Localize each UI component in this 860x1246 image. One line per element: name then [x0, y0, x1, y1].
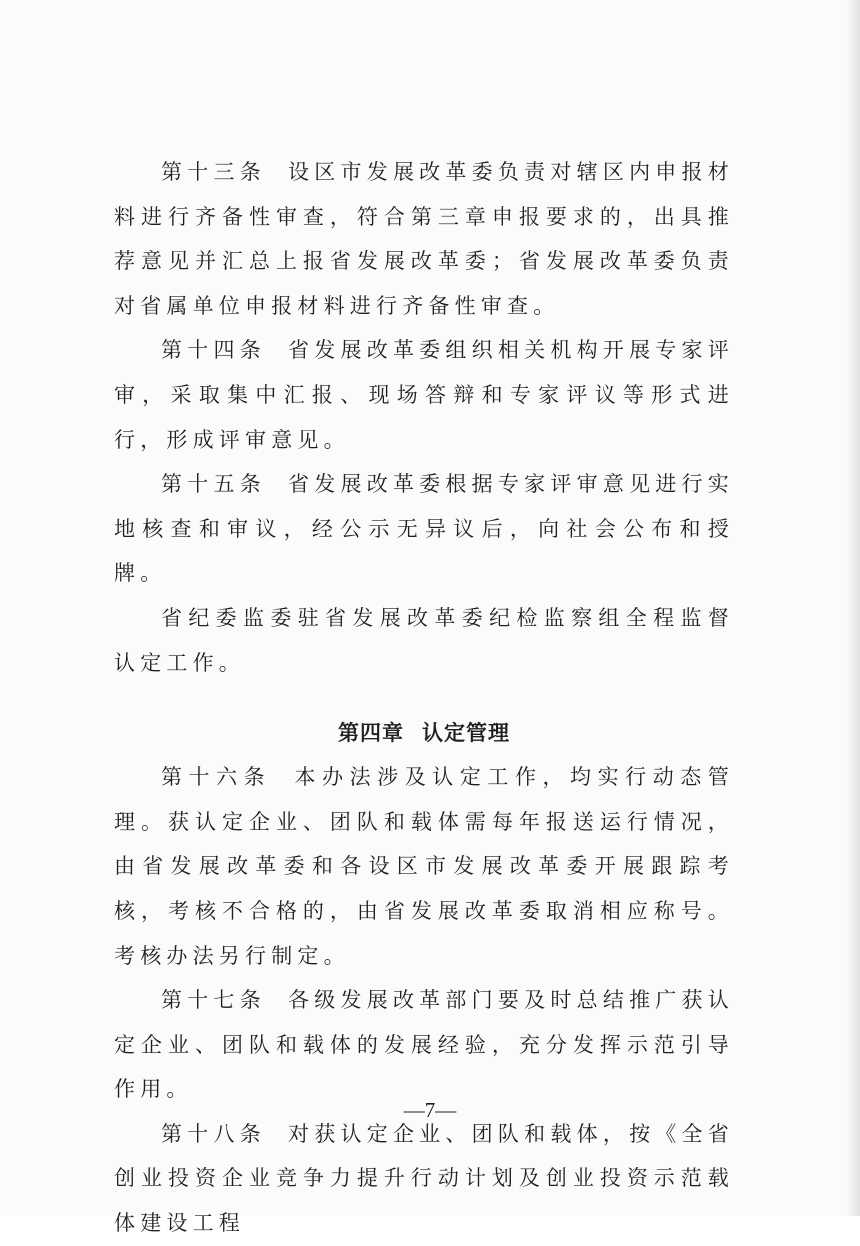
article-13-number: 第十三条 — [161, 160, 266, 184]
article-17-number: 第十七条 — [161, 988, 266, 1013]
chapter-number: 第四章 — [338, 721, 404, 746]
article-15-text: 省发展改革委根据专家评审意见进行实地核查和审议，经公示无异议后，向社会公布和授牌。 — [114, 472, 734, 586]
article-14-paragraph — [114, 328, 734, 462]
article-14-number: 第十四条 — [161, 338, 266, 363]
article-16-paragraph — [114, 755, 734, 978]
article-17-paragraph — [114, 978, 734, 1112]
article-17-text: 各级发展改革部门要及时总结推广获认定企业、团队和载体的发展经验，充分发挥示范引导作用。 — [114, 988, 734, 1102]
document-body — [114, 150, 734, 1246]
article-18-paragraph — [114, 1112, 734, 1246]
supervision-paragraph — [114, 596, 734, 685]
article-18-number: 第十八条 — [161, 1121, 266, 1146]
article-16-text: 本办法涉及认定工作，均实行动态管理。获认定企业、团队和载体需每年报送运行情况，由省发展改革委和各设区市发展改革委开展跟踪考核，考核不合格的，由省发展改革委取消相应称号。考核办法另行制定。 — [114, 765, 734, 968]
article-16-number: 第十六条 — [161, 765, 272, 790]
scan-edge-shadow — [846, 0, 860, 1216]
supervision-text: 省纪委监委驻省发展改革委纪检监察组全程监督认定工作。 — [114, 605, 734, 675]
chapter-title: 认定管理 — [422, 721, 510, 746]
article-15-paragraph — [114, 462, 734, 596]
article-14-text: 省发展改革委组织相关机构开展专家评审，采取集中汇报、现场答辩和专家评议等形式进行，形成评审意见。 — [114, 338, 734, 452]
chapter-heading — [114, 711, 734, 755]
article-18-text: 对获认定企业、团队和载体，按《全省创业投资企业竞争力提升行动计划及创业投资示范载体建设工程 — [114, 1121, 734, 1236]
article-13-paragraph — [114, 150, 734, 328]
page-number: —7— — [403, 1098, 457, 1122]
article-13-text: 设区市发展改革委负责对辖区内申报材料进行齐备性审查，符合第三章申报要求的，出具推荐意见并汇总上报省发展改革委；省发展改革委负责对省属单位申报材料进行齐备性审查。 — [114, 160, 734, 318]
article-15-number: 第十五条 — [161, 472, 266, 497]
